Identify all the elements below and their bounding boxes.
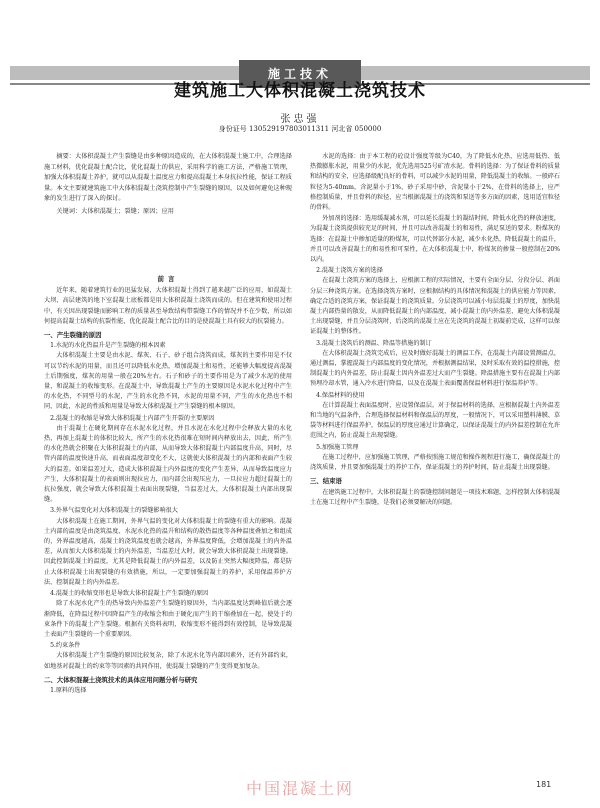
author-id: 身份证号 130529197803011311 河北省 050000 <box>218 125 382 133</box>
watermark: 中国混凝土网 <box>245 779 354 798</box>
paragraph: 在建筑施工过程中，大体积混凝土的裂缝控制问题是一项技术难题，怎样控制大体积混凝土在施工过程中产生裂缝，是我们必须要解决的问题。 <box>310 488 560 506</box>
subsection-heading: 1.水泥的水化热温升是产生裂缝的根本因素 <box>50 342 166 350</box>
paragraph: 外加剂的选择：选用缓凝减水剂，可以延长混凝土的凝结时间，降低水化热的释放速度，为混凝土浇筑提供较充足的时间，并且可以改善混凝土的和易性，满足泵送的要求。粉煤灰的选择：在混凝土中掺加适量的粉煤灰，可以代替部分水泥，减少水化热，降低混凝土的温升，并且可以改善混凝土的和易性和可泵性，在大体积混凝土中，粉煤灰的掺量一般控制在20%以内。 <box>310 215 560 264</box>
paragraph: 大体积混凝土主要是由水泥、煤灰、石子、砂子组合浇筑而成，煤灰的主要作用是不仅可以节约水泥的用量，而且还可以降低水化热，增加混凝土和易性，还能够大幅度提高混凝土后期强度，煤灰的用量一般在20%左右。石子和砂子的主要作用是为了减少水泥的使用量，和混凝土的收缩变形。在混凝土中，导致混凝土产生的主要原因是水泥水化过程中产生的水化热，不同型号的水泥，产生的水化热不同，水泥的用量不同，产生的水化热也不相同，因此，水泥的性质和用量是导致大体积混凝土产生裂缝的根本原因。 <box>44 352 292 411</box>
section-header <box>0 30 600 81</box>
paragraph: 在大体积混凝土浇筑完成后，应及时做好混凝土的测温工作，在混凝土内部设置测温点，通过测温，掌握混凝土内部温度的变化情况，并根据测温结果，及时采取有效的温控措施，控制混凝土的内外温差，防止混凝土因内外温差过大而产生裂缝。降温措施主要有在混凝土内部预埋冷却水管，通入冷水进行降温，以及在混凝土表面覆盖保温材料进行保温养护等。 <box>310 349 560 388</box>
paragraph: 在混凝土浇筑方案的选择上，应根据工程的实际情况，主要有全面分层、分段分层、斜面分层三种浇筑方案。在选择浇筑方案时，应根据结构的具体情况和混凝土的供应能力等因素，确定合适的浇筑方案，保证混凝土的浇筑质量。分层浇筑可以减小每层混凝土的厚度，加快混凝土内部热量的散发，从而降低混凝土的内部温度，减小混凝土的内外温差，避免大体积混凝土出现裂缝，并且分层浇筑时，后浇筑的混凝土应在先浇筑的混凝土初凝前完成，这样可以保证混凝土的整体性。 <box>310 277 560 336</box>
subsection-heading: 5.约束条件 <box>50 642 81 650</box>
paragraph: 由于混凝土在硬化期间存在水泥水化过程，并且水泥在水化过程中会释放大量的水化热，再加上混凝土的体积比较大，所产生的水化热很难在短时间内释放出去，因此，所产生的水化热就会积聚在大体积混凝土的内部，从而导致大体积混凝土内部温度升高，同时，尽管内部的温度快速升高，而表面温度却变化不大，这就使大体积混凝土的内部和表面产生较大的温差。如果温差过大，造成大体积混凝土内外温度的变化产生差异，从而导致温度应力产生，大体积混凝土的表面则出现拉应力，而内部会出现压应力，一旦拉应力超过混凝土的抗拉强度，就会导致大体积混凝土表面出现裂缝，当温差过大，大体积混凝土内部出现裂缝。 <box>44 424 292 504</box>
right-column <box>310 152 560 509</box>
subsection-heading: 4.保温材料的使用 <box>316 391 365 399</box>
abstract-text: 摘要：大体积混凝土产生裂缝是由多种原因造成的，在大体积混凝土施工中，合理选择施工材料，优化混凝土配合比，优化混凝土的供应，采用科学的施工方法，严格施工管理，加强大体积混凝土养护，就可以从混凝土温度应力和提高混凝土本身抗拉性能，保证工程质量。本文主要就建筑施工中大体积混凝土浇筑控制中产生裂缝的原因，以及如何避免这种现象的发生进行了深入的探讨。 <box>44 153 292 203</box>
paragraph: 除了水泥水化产生的热导致内外温差产生裂缝的原因外，当内部温度达到峰值后就会逐渐降低，在降温过程中因降温产生的收缩会和由于硬化而产生的干缩叠加在一起，使处于约束条件下的混凝土产生裂缝。根据有关资料表明，收缩变形不能得到有效控制，是导致混凝土表面产生裂缝的一个重要原因。 <box>44 600 292 638</box>
author: 张忠强 <box>280 114 320 125</box>
article-title: 建筑施工大体积混凝土浇筑技术 <box>174 81 426 101</box>
paragraph: 水泥的选择：由于本工程的砼设计强度等级为C40，为了降低水化热，应选用低热、低热微膨胀水泥，用量少的水泥，优先选用525号矿渣水泥。骨料的选择：为了保证骨料的质量和结构的安全，应选择级配良好的骨料，可以减少水泥的用量，降低混凝土的收缩。一般碎石粒径为5-40mm，含泥量小于1%，砂子采用中砂，含泥量小于2%，在骨料的选择上，应严格控制质量，并且骨料的粒径，应当根据混凝土的浇筑和泵送等多方面的因素，选用适宜粒径的骨料。 <box>310 153 560 212</box>
page-number: 181 <box>536 780 552 789</box>
section-label: 施工技术 <box>239 60 361 88</box>
subsection-heading: 3.外界气温变化对大体积混凝土的裂缝影响很大 <box>50 507 178 515</box>
paragraph: 在计算混凝土表面温度时，应设置保温层。对于保温材料的选择，应根据混凝土内外温差和当地的气温条件，合理选择保温材料和保温层的厚度，一般情况下，可以采用塑料薄膜、草袋等材料进行保温养护，保温层的厚度应通过计算确定，以保证混凝土的内外温差控制在允许范围之内，防止混凝土出现裂缝。 <box>310 401 560 440</box>
section-heading: 二、大体积混凝土浇筑技术的具体应用问题分析与研究 <box>44 675 198 684</box>
subsection-heading: 1.原料的选择 <box>50 686 87 694</box>
paragraph: 大体积混凝土产生裂缝的原因比较复杂，除了水泥水化等内部因素外，还有外部约束，如地基对混凝土的约束等等因素的共同作用，使混凝土裂缝的产生变得更加复杂。 <box>44 652 292 670</box>
keywords: 关键词：大体积混凝土；裂缝；原因；应用 <box>56 207 174 215</box>
section-heading: 三、结束语 <box>310 477 342 486</box>
paragraph: 大体积混凝土在施工期间，外界气温的变化对大体积混凝土的裂缝有重大的影响。混凝土内部的温度是由浇筑温度、水泥水化热的温升和结构的散热温度等各种温度叠加之和组成的，外界温度越高，混凝土的浇筑温度也就会越高，外界温度降低，会增加混凝土的内外温差，从而加大大体积混凝土的内外温差，当温差过大时，就会导致大体积混凝土出现裂缝。因此控制混凝土的温度，尤其是降低混凝土的内外温差，以及防止突然大幅度降温，都是防止大体积混凝土出现裂缝的有效措施，所以，一定要加强混凝土的养护，采用保温养护方法，控制混凝土的内外温差。 <box>44 517 292 586</box>
paragraph: 在施工过程中，应加强施工管理，严格按照施工规范和操作规程进行施工，确保混凝土的浇筑质量，并且要加强混凝土的养护工作，保证混凝土的养护时间，防止混凝土出现裂缝。 <box>310 453 560 472</box>
abstract <box>44 152 292 218</box>
subsection-heading: 4.混凝土的收缩变形也是导致大体积混凝土产生裂缝的原因 <box>50 590 209 598</box>
subsection-heading: 5.加强施工管理 <box>316 443 359 451</box>
subsection-heading: 2.混凝土浇筑方案的选择 <box>316 267 383 275</box>
subsection-heading: 2.混凝土的收缩是导致大体积混凝土内部产生开裂的主要原因 <box>50 414 215 422</box>
subsection-heading: 3.混凝土浇筑后的测温、降温等措施的制订 <box>316 339 432 347</box>
paragraph: 近年来，随着建筑行业的迅猛发展，大体积混凝土得到了越来越广泛的应用，如混凝土大坝、高层建筑的地下室混凝土底板都是用大体积混凝土浇筑而成的。但在建筑和使用过程中，有关因出现裂缝而影响工程的质量甚至导致结构带裂缝工作的情况并不在少数，所以如何提高混凝土结构的抗裂性能，优化混凝土配合比的目的是使混凝土具有较大的抗裂能力。 <box>44 287 292 325</box>
section-heading: 一、产生裂缝的原因 <box>44 331 102 340</box>
left-column <box>44 272 292 696</box>
foreword-heading: 前言 <box>157 275 179 283</box>
